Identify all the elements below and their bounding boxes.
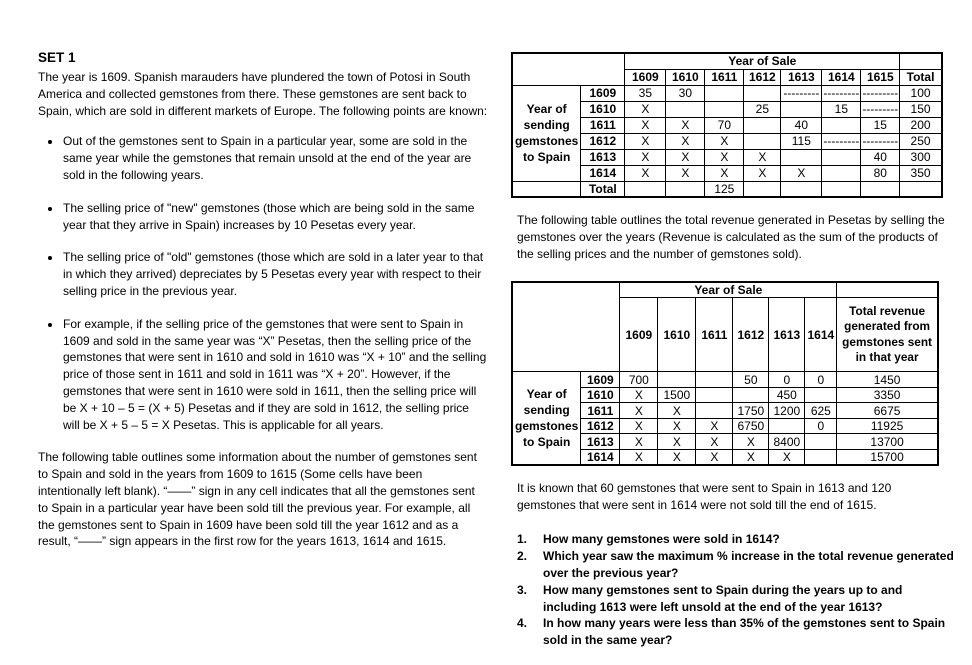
table-header-row: [512, 282, 938, 298]
table-cell: [781, 101, 822, 117]
row-total-cell: 6675: [837, 403, 938, 419]
row-header: 1611: [581, 117, 625, 133]
table-cell: X: [658, 434, 696, 450]
question-item: [517, 615, 956, 649]
table-cell: [744, 133, 781, 149]
row-total-cell: 150: [900, 101, 942, 117]
table-cell: X: [744, 165, 781, 181]
table-cell: ---------: [862, 86, 899, 100]
total-row-label: Total: [581, 181, 625, 197]
table-cell: 40: [861, 149, 900, 165]
row-header: 1613: [581, 434, 620, 450]
table-cell: 40: [781, 117, 822, 133]
table-cell: ---------: [781, 85, 822, 101]
table-cell: 25: [744, 101, 781, 117]
known-fact-paragraph: It is known that 60 gemstones that were sent to Spain in 1613 and 120 gemstones that were sent in 1614 were not sold till the end of 1615.: [517, 480, 892, 512]
table-cell: X: [666, 149, 705, 165]
question-number: 4.: [517, 616, 528, 631]
table-cell: 125: [705, 181, 744, 197]
corner-cell: [512, 282, 620, 372]
revenue-table: [511, 281, 939, 466]
year-of-sale-header: Year of Sale: [625, 53, 900, 69]
table-cell: [822, 181, 861, 197]
table-cell: 15: [861, 117, 900, 133]
col-header: 1609: [620, 298, 658, 372]
table-cell: 115: [781, 133, 822, 149]
row-total-cell: 200: [900, 117, 942, 133]
table-cell: 70: [705, 117, 744, 133]
table-cell: X: [620, 434, 658, 450]
table-cell: X: [666, 117, 705, 133]
table-cell: 6750: [733, 418, 769, 434]
table-cell: 0: [805, 418, 837, 434]
set-title: SET 1: [38, 50, 76, 65]
row-total-cell: 1450: [837, 372, 938, 388]
table-cell: X: [696, 434, 733, 450]
row-group-label: Year of sending gemstones to Spain: [512, 85, 581, 181]
blank-cell: [900, 53, 942, 69]
table-cell: [822, 165, 861, 181]
table-cell: X: [658, 449, 696, 465]
row-header: 1614: [581, 165, 625, 181]
row-total-cell: 3350: [837, 387, 938, 403]
year-of-sale-header: Year of Sale: [620, 282, 837, 298]
table-cell: 15: [822, 101, 861, 117]
question-item: [517, 548, 956, 582]
question-text: In how many years were less than 35% of the gemstones sent to Spain sold in the same year?: [543, 616, 946, 648]
question-item: [517, 582, 956, 616]
table-cell: X: [744, 149, 781, 165]
row-total-cell: 15700: [837, 449, 938, 465]
col-header: 1610: [658, 298, 696, 372]
col-header: 1612: [733, 298, 769, 372]
table-row: [512, 85, 942, 101]
col-header: 1611: [705, 69, 744, 85]
row-header: 1613: [581, 149, 625, 165]
table-cell: [805, 434, 837, 450]
table-header-row: [512, 53, 942, 69]
table-cell: [705, 85, 744, 101]
col-header: 1613: [769, 298, 805, 372]
bullet-point: • Out of the gemstones sent to Spain in a particular year, some are sold in the same year while the gemstones that remain unsold at the end of the year are sold in the following years.: [62, 133, 488, 183]
revenue-intro-paragraph: The following table outlines the total revenue generated in Pesetas by selling the gemstones over the years (Revenue is calculated as the sum of the products of the selling prices and the number of gemstones sold).: [517, 213, 945, 261]
table-cell: 625: [805, 403, 837, 419]
table-cell: [805, 449, 837, 465]
table-cell: [805, 387, 837, 403]
blank-cell: [512, 181, 581, 197]
table-cell: 80: [861, 165, 900, 181]
table-cell: X: [705, 133, 744, 149]
question-number: 3.: [517, 582, 528, 597]
bullet-point: • The selling price of "old" gemstones (those which are sold in a later year to that in which they arrived) depreciates by 5 Pesetas every year with respect to their selling price in the previous year.: [62, 249, 488, 299]
row-header: 1612: [581, 133, 625, 149]
left-column: [38, 50, 488, 550]
row-header: 1612: [581, 418, 620, 434]
table-cell: ---------: [862, 134, 899, 148]
table-cell: 1750: [733, 403, 769, 419]
col-header: 1612: [744, 69, 781, 85]
intro-paragraph: The year is 1609. Spanish marauders have plundered the town of Potosi in South America and collected gemstones from there. These gemstones are sent back to Spain, which are sold in different markets of Europe. The following points are known:: [38, 70, 488, 118]
row-header: 1610: [581, 101, 625, 117]
table-cell: 0: [805, 372, 837, 388]
question-text: Which year saw the maximum % increase in the total revenue generated over the previous year?: [543, 549, 954, 581]
table-cell: X: [625, 149, 666, 165]
table-row: [512, 372, 938, 388]
table-cell: ---------: [862, 102, 899, 116]
known-points-list: [38, 133, 488, 433]
col-header: 1615: [861, 69, 900, 85]
col-header: 1609: [625, 69, 666, 85]
table-cell: 1200: [769, 403, 805, 419]
table-cell: 1500: [658, 387, 696, 403]
row-header: 1610: [581, 387, 620, 403]
row-group-label: Year of sending gemstones to Spain: [512, 372, 581, 465]
table-cell: [822, 117, 861, 133]
table-cell: [781, 181, 822, 197]
col-header: Total: [900, 69, 942, 85]
blank-cell: [837, 282, 938, 298]
table-cell: [696, 403, 733, 419]
gemstone-count-table: [511, 52, 943, 198]
row-total-cell: 13700: [837, 434, 938, 450]
table-cell: 700: [620, 372, 658, 388]
table-cell: [861, 181, 900, 197]
table-cell: X: [658, 418, 696, 434]
question-item: [517, 531, 956, 548]
table-cell: 8400: [769, 434, 805, 450]
row-total-cell: 11925: [837, 418, 938, 434]
table-cell: X: [625, 101, 666, 117]
corner-cell: [512, 53, 625, 85]
table-cell: X: [769, 449, 805, 465]
table-cell: X: [625, 165, 666, 181]
table-cell: X: [705, 149, 744, 165]
table-cell: X: [666, 133, 705, 149]
table-cell: 35: [625, 85, 666, 101]
table-cell: 450: [769, 387, 805, 403]
table-cell: X: [733, 434, 769, 450]
row-header: 1609: [581, 372, 620, 388]
question-number: 1.: [517, 532, 528, 547]
table-cell: [781, 149, 822, 165]
revenue-col-header: Total revenue generated from gemstones sent in that year: [837, 298, 938, 372]
table-cell: X: [666, 165, 705, 181]
table-cell: 30: [666, 85, 705, 101]
table-cell: 50: [733, 372, 769, 388]
bullet-point: • The selling price of "new" gemstones (those which are being sold in the same year that they arrive in Spain) increases by 10 Pesetas every year.: [62, 200, 488, 234]
table-cell: X: [620, 403, 658, 419]
row-total-cell: 300: [900, 149, 942, 165]
table-cell: ---------: [823, 134, 860, 148]
table-cell: [744, 85, 781, 101]
table-cell: X: [625, 133, 666, 149]
row-total-cell: 250: [900, 133, 942, 149]
table-cell: X: [696, 418, 733, 434]
table-cell: [733, 387, 769, 403]
table-cell: [744, 117, 781, 133]
table-cell: X: [625, 117, 666, 133]
questions-list: [517, 531, 956, 649]
table-cell: 0: [769, 372, 805, 388]
table-cell: [822, 149, 861, 165]
total-row: [512, 181, 942, 197]
bullet-point: • For example, if the selling price of the gemstones that were sent to Spain in 1609 and sold in the same year was “X” Pesetas, then the selling price of the gemstones that were sent in 1610 and sold in 1610 was “X + 10” and the selling price of those sent in 1611 and sold in 1611 was “X + 20”. However, if the gemstones that were sent in 1610 were sold in 1611, then the selling price will be X + 10 – 5 = (X + 5) Pesetas and if they are sold in 1612, the selling price will be X + 5 – 5 = X Pesetas. This is applicable for all years.: [62, 316, 488, 434]
table-cell: [744, 181, 781, 197]
table-cell: [696, 387, 733, 403]
col-header: 1610: [666, 69, 705, 85]
table-cell: [666, 101, 705, 117]
table-cell: X: [620, 418, 658, 434]
col-header: 1611: [696, 298, 733, 372]
table-note-paragraph: The following table outlines some information about the number of gemstones sent to Spain and sold in the years from 1609 to 1615 (Some cells have been intentionally left blank). “——” sign in any cell indicates that all the gemstones sent to Spain in a particular year have been sold till the previous year. For example, all the gemstones sent to Spain in 1609 have been sold till the year 1612 and as a result, “——” sign appears in the first row for the years 1613, 1614 and 1615.: [38, 450, 477, 549]
row-header: 1611: [581, 403, 620, 419]
table-cell: X: [781, 165, 822, 181]
table-cell: [666, 181, 705, 197]
question-text: How many gemstones sent to Spain during the years up to and including 1613 were left unsold at the end of the year 1613?: [543, 582, 903, 614]
table-cell: [705, 101, 744, 117]
row-total-cell: 350: [900, 165, 942, 181]
right-column: [511, 52, 956, 649]
row-total-cell: 100: [900, 85, 942, 101]
row-header: 1609: [581, 85, 625, 101]
question-text: How many gemstones were sold in 1614?: [543, 532, 780, 547]
question-number: 2.: [517, 549, 528, 564]
col-header: 1614: [805, 298, 837, 372]
table-cell: [625, 181, 666, 197]
table-cell: [900, 181, 942, 197]
table-cell: X: [696, 449, 733, 465]
table-cell: X: [620, 387, 658, 403]
table-cell: [769, 418, 805, 434]
col-header: 1614: [822, 69, 861, 85]
table-cell: [696, 372, 733, 388]
row-header: 1614: [581, 449, 620, 465]
table-cell: [658, 372, 696, 388]
table-cell: X: [620, 449, 658, 465]
table-cell: X: [658, 403, 696, 419]
table-cell: X: [733, 449, 769, 465]
table-cell: ---------: [823, 86, 860, 100]
table-cell: X: [705, 165, 744, 181]
col-header: 1613: [781, 69, 822, 85]
